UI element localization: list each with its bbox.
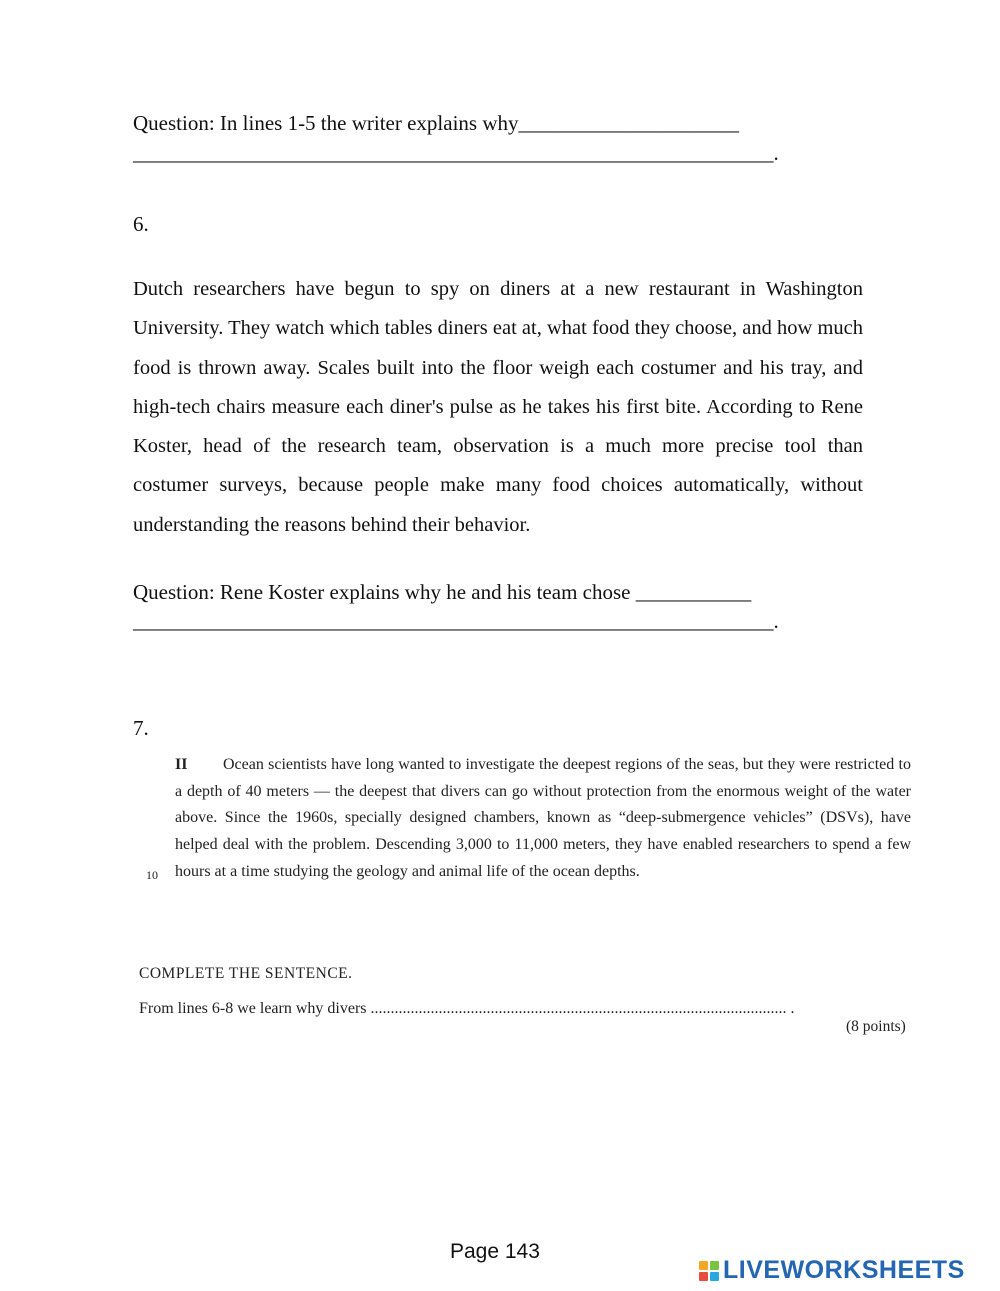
q5-line1: Question: In lines 1-5 the writer explains why_____________________ [133, 111, 740, 135]
section-6-number: 6. [133, 212, 149, 236]
section-6-question-line2: _____________________________________________________________. [133, 609, 779, 633]
complete-sentence-prompt: From lines 6-8 we learn why divers ........................................................................................................ . [139, 1000, 795, 1017]
section-6-question-line1: Question: Rene Koster explains why he and his team chose ___________ [133, 580, 752, 604]
q5-line2: _____________________________________________________________. [133, 141, 779, 165]
points-label: (8 points) [846, 1018, 906, 1035]
liveworksheets-logo [699, 1256, 965, 1285]
logo-text: LIVEWORKSHEETS [723, 1256, 965, 1284]
line-number-marker: 10 [146, 868, 158, 882]
section-7-number: 7. [133, 716, 149, 740]
section-6-paragraph: Dutch researchers have begun to spy on diners at a new restaurant in Washington University. They watch which tables diners eat at, what food they choose, and how much food is thrown away. Scales built into the floor weigh each costumer and his tray, and high-tech chairs measure each diner's pulse as he takes his first bite. According to Rene Koster, head of the research team, observation is a much more precise tool than costumer surveys, because people make many food choices automatically, without understanding the reasons behind their behavior. [133, 278, 863, 536]
section-7-paragraph: Ocean scientists have long wanted to investigate the deepest regions of the seas, but they were restricted to a depth of 40 meters — the deepest that divers can go without protection from the enormous weight of the water above. Since the 1960s, specially designed chambers, known as “deep-submergence vehicles” (DSVs), have helped deal with the problem. Descending 3,000 to 11,000 meters, they have enabled researchers to spend a few hours at a time studying the geology and animal life of the ocean depths. [175, 756, 911, 880]
complete-sentence-instruction: COMPLETE THE SENTENCE. [139, 965, 353, 982]
section-7-roman-numeral: II [175, 756, 188, 773]
page-number: Page 143 [450, 1240, 540, 1263]
logo-tiles-icon [699, 1261, 719, 1281]
